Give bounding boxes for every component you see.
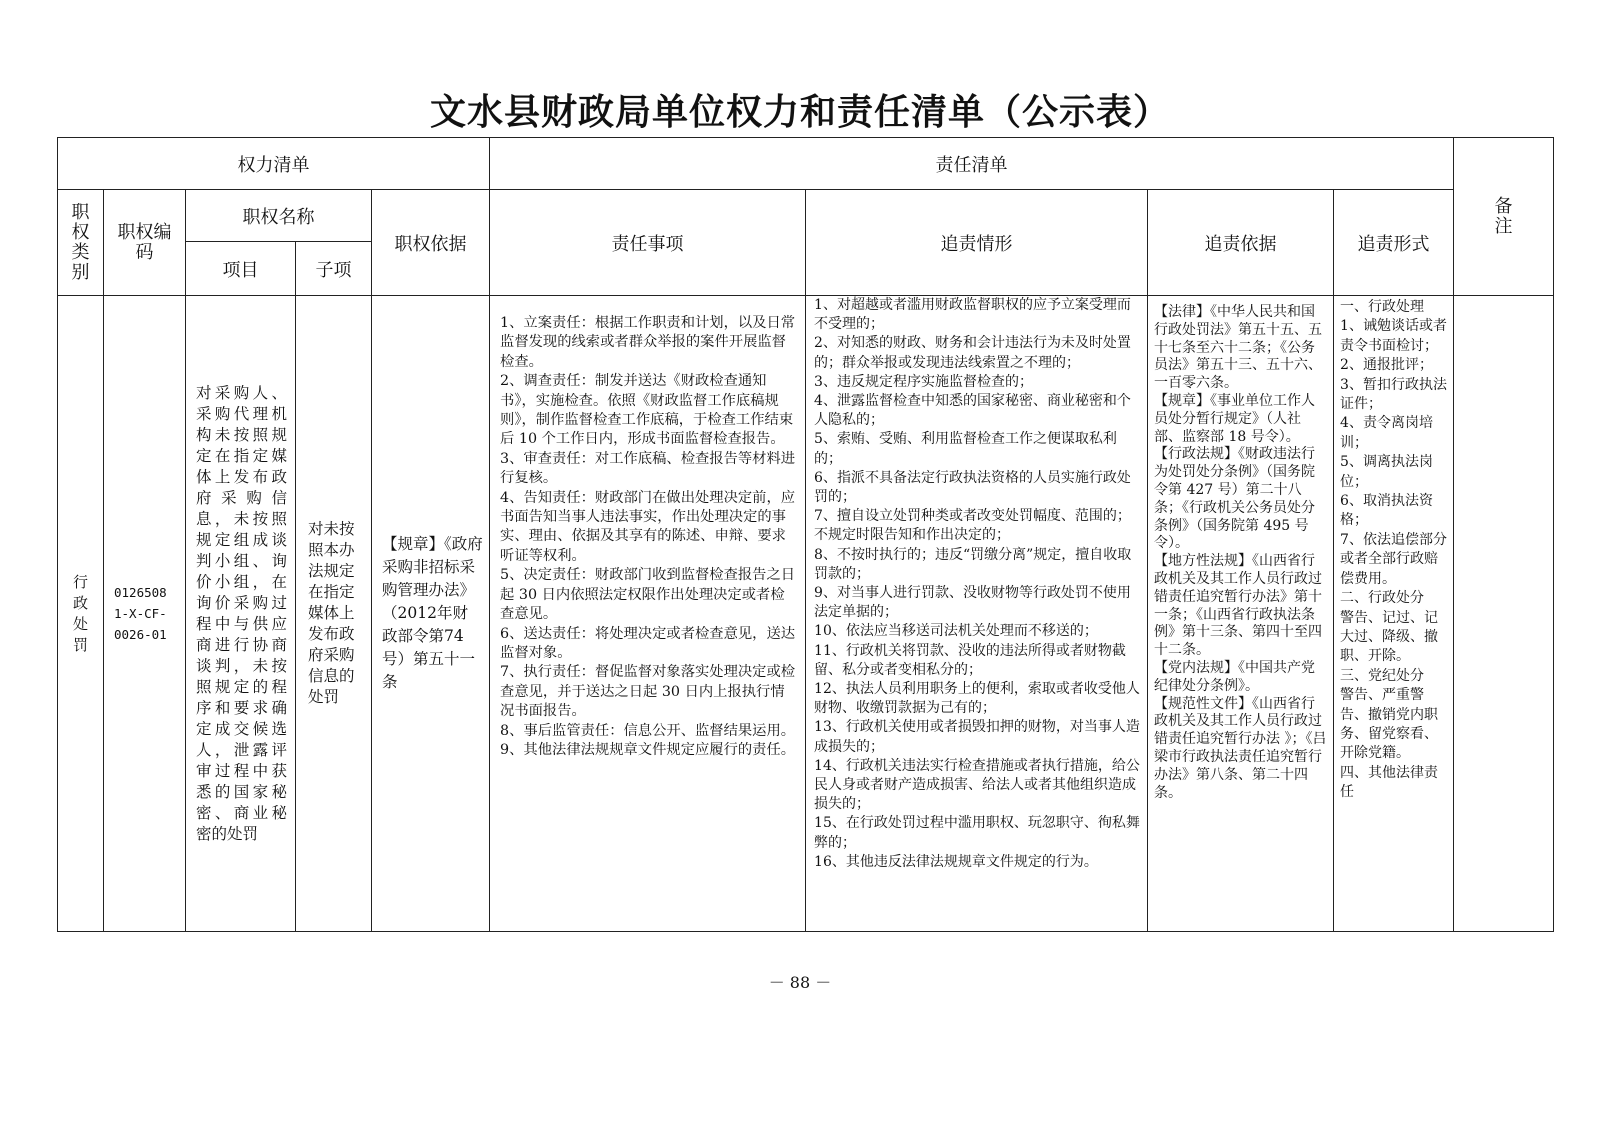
responsibility-table: [57, 137, 1554, 932]
situation-line: 12、执法人员利用职务上的便利，索取或者收受他人财物、收缴罚款据为己有的；: [814, 681, 1140, 717]
accountability-form-line: 警告、记过、记大过、降级、撤职、开除。: [1340, 609, 1439, 665]
header-name: 职权名称: [186, 190, 372, 242]
cell-code: 0126508 1-X-CF- 0026-01: [104, 296, 186, 932]
accountability-form-line: 二、行政处分: [1340, 590, 1425, 607]
duty-line: 8、事后监管责任：信息公开、监督结果运用。: [500, 722, 796, 739]
duty-line: 5、决定责任：财政部门收到监督检查报告之日起 30 日内依照法定权限作出处理决定或者检查意见。: [500, 567, 796, 623]
accountability-basis-line: 【行政法规】《财政违法行为处罚处分条例》（国务院令第 427 号）第二十八条；《行政机关公务员处分条例》（国务院第 495 号令）。: [1154, 446, 1316, 552]
header-category: 职 权 类 别: [58, 190, 104, 296]
situation-line: 15、在行政处罚过程中滥用职权、玩忽职守、徇私舞弊的；: [814, 815, 1140, 851]
accountability-form-line: 5、调离执法岗位；: [1340, 454, 1433, 490]
duty-line: 9、其他法律法规规章文件规定应履行的责任。: [500, 741, 796, 758]
header-duty: 责任事项: [490, 190, 806, 296]
accountability-form-line: 1、诫勉谈话或者责令书面检讨；: [1340, 318, 1447, 354]
situation-line: 13、行政机关使用或者损毁扣押的财物，对当事人造成损失的；: [814, 719, 1140, 755]
header-subitem: 子项: [296, 242, 372, 296]
accountability-form-line: 一、行政处理: [1340, 299, 1425, 315]
accountability-form-line: 三、党纪处分: [1340, 667, 1425, 684]
header-accountability-basis: 追责依据: [1148, 190, 1334, 296]
situation-line: 6、指派不具备法定行政执法资格的人员实施行政处罚的；: [814, 469, 1131, 506]
duty-line: 2、调查责任：制发并送达《财政检查通知书》，实施检查。依照《财政监督工作底稿规则》，制作监督检查工作底稿，于检查工作结束后 10 个工作日内，形成书面监督检查报告。: [500, 373, 794, 448]
situation-line: 14、行政机关违法实行检查措施或者执行措施，给公民人身或者财产造成损害、给法人或者其他组织造成损失的；: [814, 757, 1140, 813]
duty-line: 6、送达责任：将处理决定或者检查意见，送达监督对象。: [500, 625, 796, 661]
accountability-basis-line: 【规章】《事业单位工作人员处分暂行规定》（人社部、监察部 18 号令）。: [1154, 392, 1316, 445]
situation-line: 10、依法应当移送司法机关处理而不移送的；: [814, 623, 1098, 640]
accountability-form-line: 四、其他法律责任: [1340, 764, 1439, 801]
situation-line: 2、对知悉的财政、财务和会计违法行为未及时处置的；群众举报或发现违法线索置之不理的；: [814, 335, 1131, 371]
situation-line: 5、索贿、受贿、利用监督检查工作之便谋取私利的；: [814, 431, 1117, 467]
cell-item: 对采购人、采购代理机构未按照规定在指定媒体上发布政府采购信息，未按照规定组成谈判小组、询价小组，在询价采购过程中与供应商进行协商谈判，未按照规定的程序和要求确定成交候选人，泄露评审过程中获悉的国家秘密、商业秘密的处罚: [186, 296, 296, 932]
cell-remarks: [1454, 296, 1554, 932]
accountability-basis-line: 【规范性文件】《山西省行政机关及其工作人员行政过错责任追究暂行办法 》；《吕梁市行政执法责任追究暂行办法》第八条、第二十四条。: [1154, 695, 1327, 801]
accountability-form-line: 警告、严重警告、撤销党内职务、留党察看、开除党籍。: [1340, 687, 1439, 762]
situation-line: 8、不按时执行的；违反“罚缴分离”规定，擅自收取罚款的；: [814, 546, 1132, 582]
accountability-form-line: 3、暂扣行政执法证件；: [1340, 376, 1447, 413]
duty-line: 4、告知责任：财政部门在做出处理决定前，应书面告知当事人违法事实，作出处理决定的事实、理由、依据及其享有的陈述、申辩、要求听证等权利。: [500, 489, 796, 564]
accountability-basis-line: 【地方性法规】《山西省行政机关及其工作人员行政过错责任追究暂行办法》第十一条；《山西省行政执法条例》第十三条、第四十至四十二条。: [1154, 553, 1323, 659]
accountability-basis-line: 【党内法规】《中国共产党纪律处分条例》。: [1154, 659, 1316, 694]
situation-line: 9、对当事人进行罚款、没收财物等行政处罚不使用法定单据的；: [814, 585, 1131, 621]
cell-situations: [806, 296, 1148, 932]
cell-accountability-basis: [1148, 296, 1334, 932]
situation-line: 7、擅自设立处罚种类或者改变处罚幅度、范围的；不规定时限告知和作出决定的；: [814, 508, 1131, 544]
cell-duties: [490, 296, 806, 932]
duty-line: 1、立案责任：根据工作职责和计划，以及日常监督发现的线索或者群众举报的案件开展监督检查。: [500, 315, 796, 370]
page-number: － 88 －: [768, 973, 832, 992]
accountability-form-line: 2、通报批评；: [1340, 357, 1433, 374]
header-accountability-form: 追责形式: [1334, 190, 1454, 296]
accountability-form-line: 6、取消执法资格；: [1340, 493, 1433, 529]
header-responsibility-list: 责任清单: [490, 138, 1454, 190]
situation-line: 3、违反规定程序实施监督检查的；: [814, 373, 1033, 390]
cell-basis: 【规章】《政府采购非招标采购管理办法》（2012年财政部令第74号）第五十一条: [372, 296, 490, 932]
duty-line: 3、审查责任：对工作底稿、检查报告等材料进行复核。: [500, 450, 796, 487]
header-item: 项目: [186, 242, 296, 296]
accountability-basis-line: 【法律】《中华人民共和国行政处罚法》第五十五、五十七条至六十二条；《公务员法》第五十三、五十六、一百零六条。: [1154, 304, 1323, 392]
situation-line: 1、对超越或者滥用财政监督职权的应予立案受理而不受理的；: [814, 297, 1131, 333]
situation-line: 11、行政机关将罚款、没收的违法所得或者财物截留、私分或者变相私分的；: [814, 642, 1126, 678]
accountability-form-line: 7、依法追偿部分或者全部行政赔偿费用。: [1340, 531, 1447, 587]
cell-accountability-form: [1334, 296, 1454, 932]
cell-subitem: 对未按照本办法规定在指定媒体上发布政府采购信息的处罚: [296, 296, 372, 932]
header-power-list: 权力清单: [58, 138, 490, 190]
situation-line: 16、其他违反法律法规规章文件规定的行为。: [814, 853, 1098, 870]
cell-category: 行 政 处 罚: [58, 296, 104, 932]
header-code: 职权编 码: [104, 190, 186, 296]
accountability-form-line: 4、责令离岗培训；: [1340, 415, 1433, 451]
header-remarks: 备 注: [1454, 138, 1554, 296]
document-title: 文水县财政局单位权力和责任清单（公示表）: [429, 92, 1170, 133]
situation-line: 4、泄露监督检查中知悉的国家秘密、商业秘密和个人隐私的；: [814, 393, 1131, 429]
header-situation: 追责情形: [806, 190, 1148, 296]
duty-line: 7、执行责任：督促监督对象落实处理决定或检查意见，并于送达之日起 30 日内上报执行情况书面报告。: [500, 664, 796, 720]
header-basis: 职权依据: [372, 190, 490, 296]
